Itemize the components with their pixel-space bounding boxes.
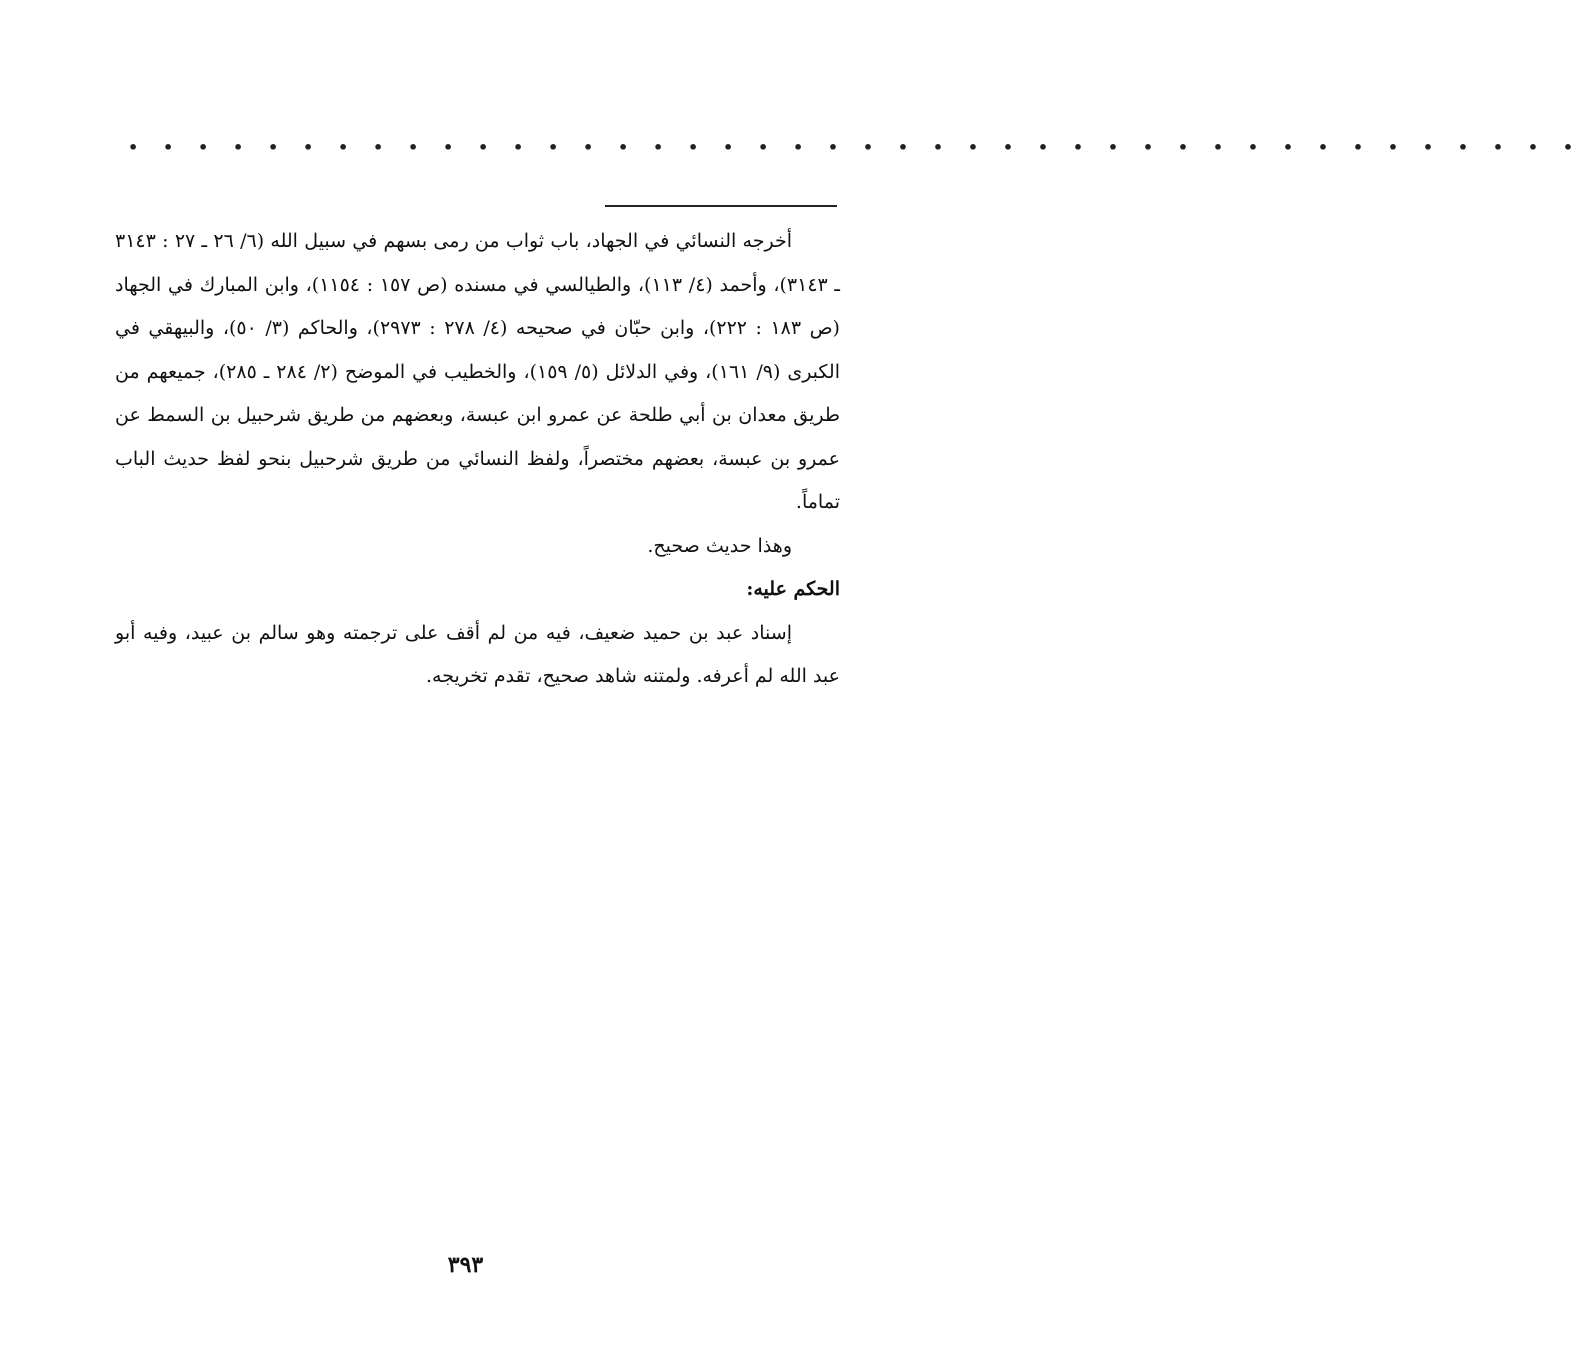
takhrij-paragraph: أخرجه النسائي في الجهاد، باب ثواب من رمى بسهم في سبيل الله (٦/ ٢٦ ـ ٢٧ : ٣١٤٣ ـ ٣١٤٣)، وأحمد (٤/ ١١٣)، والطيالسي في مسنده (ص ١٥٧ : ١١٥٤)، وابن المبارك في الجهاد (ص ١٨٣ : ٢٢٢)، وابن حبّان في صحيحه (٤/ ٢٧٨ : ٢٩٧٣)، والحاكم (٣/ ٥٠)، والبيهقي في الكبرى (٩/ ١٦١)، وفي الدلائل (٥/ ١٥٩)، والخطيب في الموضح (٢/ ٢٨٤ ـ ٢٨٥)، جميعهم من طريق معدان بن أبي طلحة عن عمرو ابن عبسة، وبعضهم من طريق شرحبيل بن السمط عن عمرو بن عبسة، بعضهم مختصراً، ولفظ النسائي من طريق شرحبيل بنحو لفظ حديث الباب تماماً. [115,230,840,513]
ruling-heading: الحكم عليه: [746,578,840,600]
ruling-paragraph: إسناد عبد بن حميد ضعيف، فيه من لم أقف على ترجمته وهو سالم بن عبيد، وفيه أبو عبد الله لم أعرفه. ولمتنه شاهد صحيح، تقدم تخريجه. [115,621,840,687]
hadith-grade-line: وهذا حديث صحيح. [647,534,792,557]
section-divider-line [605,205,837,207]
page-body [115,220,840,699]
dotted-separator: • • • • • • • • • • • • • • • • • • • • • • • • • • • • • • • • • • • • • • • • • • [128,138,1583,157]
page-number: ٣٩٣ [447,1252,484,1278]
